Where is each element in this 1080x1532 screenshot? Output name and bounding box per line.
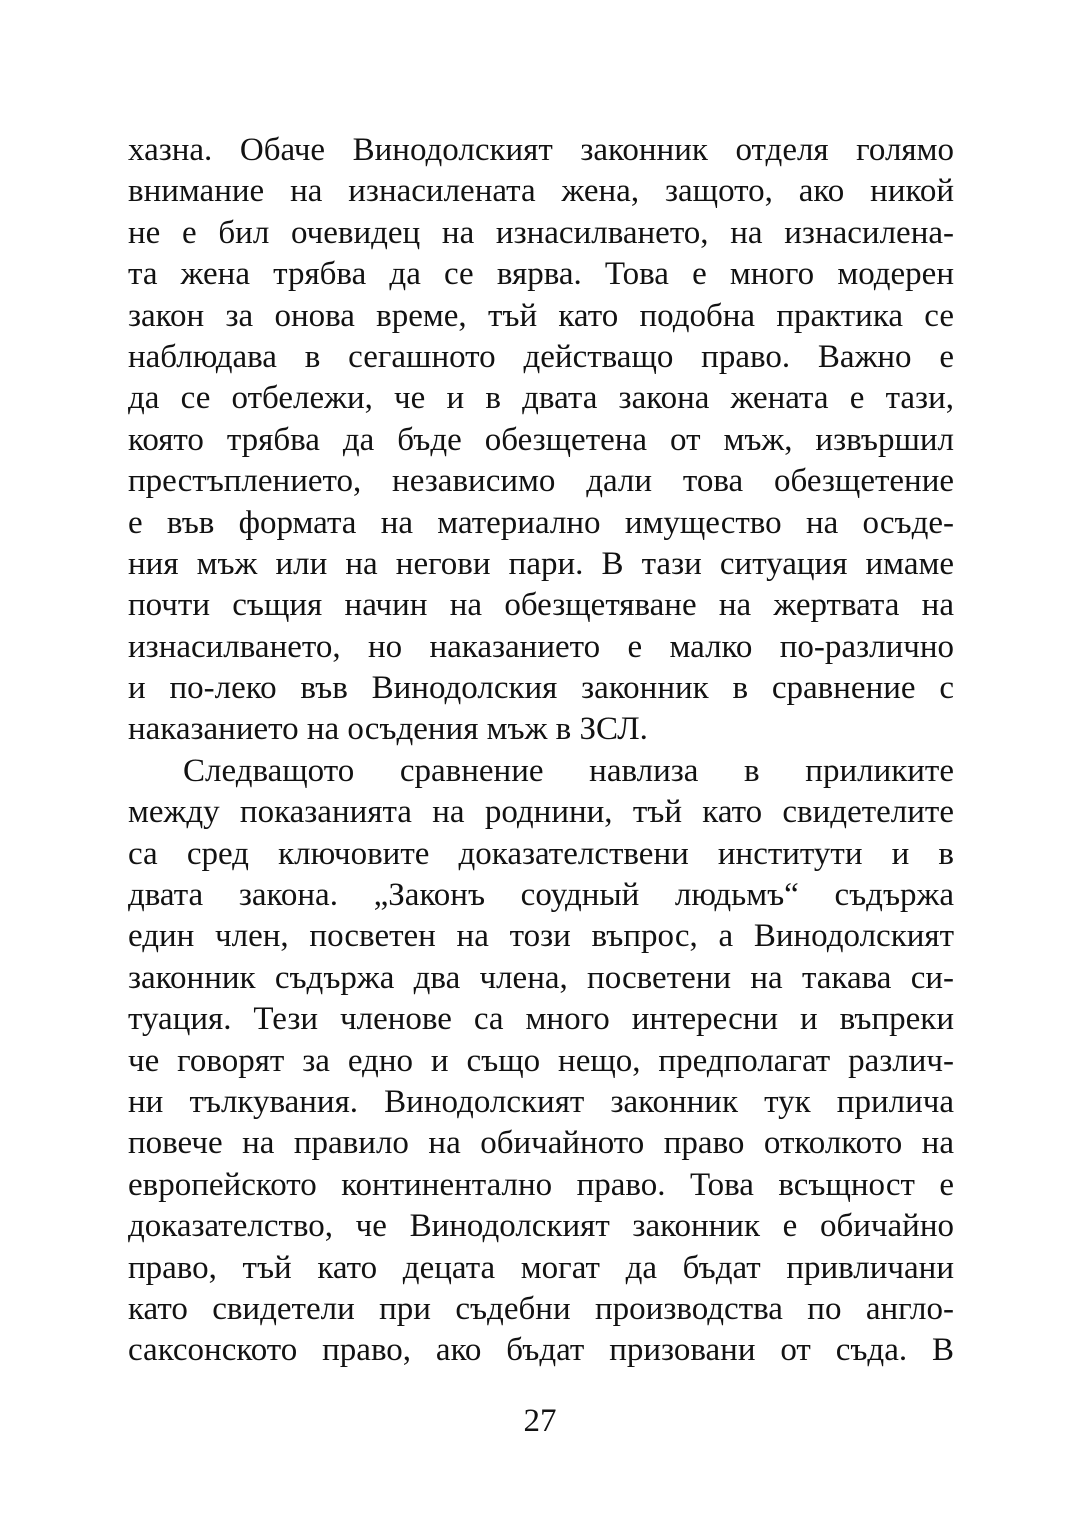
text-line: между показанията на роднини, тъй като свидетелите <box>128 794 954 831</box>
text-line: та жена трябва да се вярва. Това е много модерен <box>128 256 954 293</box>
text-line: почти същия начин на обезщетяване на жертвата на <box>128 587 954 624</box>
text-line: ния мъж или на негови пари. В тази ситуация имаме <box>128 545 954 582</box>
text-line: саксонското право, ако бъдат призовани от съда. В <box>128 1332 954 1369</box>
text-line: е във формата на материално имущество на осъде- <box>128 504 954 541</box>
page-number: 27 <box>523 1403 557 1439</box>
text-line: туация. Тези членове са много интересни и въпреки <box>128 1001 954 1038</box>
text-line: Следващото сравнение навлиза в приликите <box>183 752 954 789</box>
text-line: внимание на изнасилената жена, защото, ако никой <box>128 173 954 210</box>
text-line: не е бил очевидец на изнасилването, на изнасилена- <box>128 214 954 251</box>
body-text <box>128 130 954 1372</box>
text-line: изнасилването, но наказанието е малко по-различно <box>128 628 954 665</box>
text-line: право, тъй като децата могат да бъдат привличани <box>128 1249 954 1286</box>
text-line: европейското континентално право. Това всъщност е <box>128 1166 954 1203</box>
text-line: закон за онова време, тъй като подобна практика се <box>128 297 954 334</box>
text-line: законник съдържа два члена, посветени на такава си- <box>128 959 954 996</box>
text-line: хазна. Обаче Винодолският законник отделя голямо <box>128 132 954 168</box>
text-line: наказанието на осъдения мъж в ЗСЛ. <box>128 711 648 748</box>
text-line: ни тълкувания. Винодолският законник тук прилича <box>128 1083 954 1120</box>
text-line: повече на правило на обичайното право отколкото на <box>128 1125 954 1162</box>
text-line: наблюдава в сегашното действащо право. Важно е <box>128 338 954 375</box>
text-line: един член, посветен на този въпрос, а Винодолският <box>128 918 954 955</box>
text-line: и по-леко във Винодолския законник в сравнение с <box>128 670 954 707</box>
text-line: двата закона. „Законъ соудный людьмъ“ съдържа <box>128 877 954 914</box>
text-line: престъплението, независимо дали това обезщетение <box>128 463 954 500</box>
text-line: че говорят за едно и също нещо, предполагат различ- <box>128 1042 954 1079</box>
text-line: която трябва да бъде обезщетена от мъж, извършил <box>128 421 954 458</box>
text-line: като свидетели при съдебни производства по англо- <box>128 1290 954 1327</box>
text-line: са сред ключовите доказателствени институти и в <box>128 835 954 872</box>
text-line: доказателство, че Винодолският законник е обичайно <box>128 1208 954 1245</box>
text-line: да се отбележи, че и в двата закона жената е тази, <box>128 380 954 417</box>
